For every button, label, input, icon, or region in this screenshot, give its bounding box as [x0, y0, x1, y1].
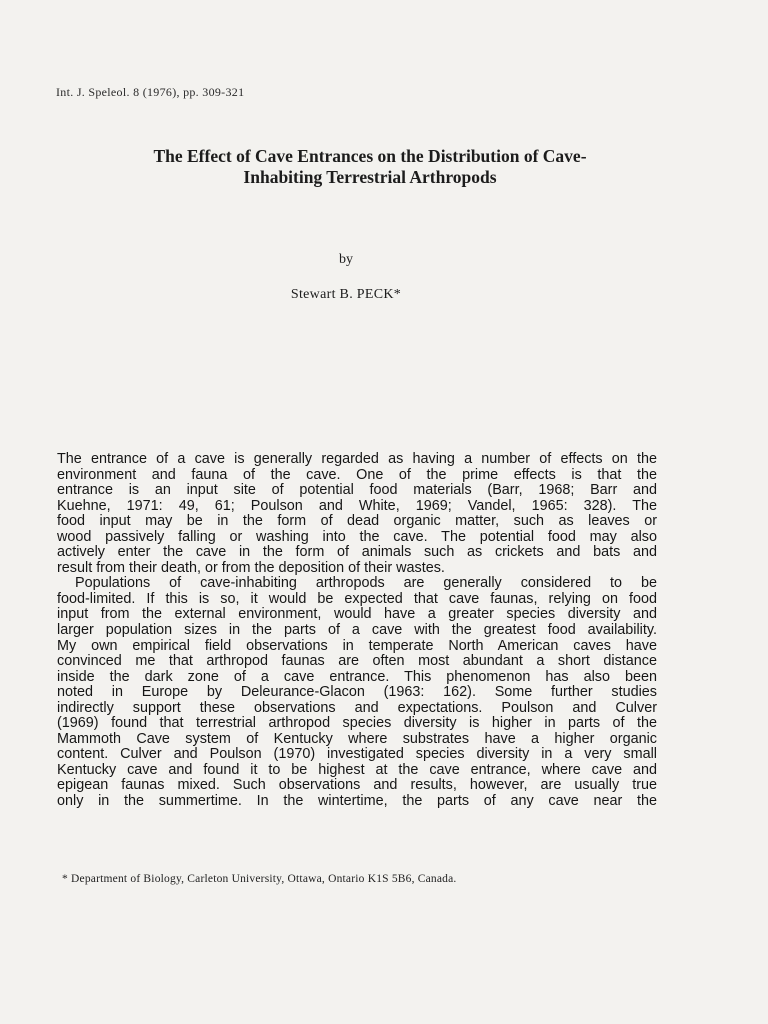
- body-line: (1969) found that terrestrial arthropod species diversity is higher in parts of the: [57, 715, 657, 732]
- article-title: [40, 146, 700, 188]
- body-line: The entrance of a cave is generally regarded as having a number of effects on the: [57, 451, 657, 467]
- body-line: indirectly support these observations and expectations. Poulson and Culver: [57, 699, 657, 716]
- body-line: Mammoth Cave system of Kentucky where substrates have a higher organic: [57, 730, 657, 747]
- body-line: environment and fauna of the cave. One of the prime effects is that the: [57, 466, 657, 483]
- body-line: input from the external environment, would have a greater species diversity and: [57, 606, 657, 623]
- article-title-line-1: The Effect of Cave Entrances on the Distribution of Cave-: [153, 146, 587, 166]
- article-title-line-2: Inhabiting Terrestrial Arthropods: [243, 167, 497, 187]
- body-line: result from their death, or from the deposition of their wastes.: [57, 559, 445, 576]
- body-line: only in the summertime. In the wintertime, the parts of any cave near the: [57, 793, 657, 810]
- body-line: entrance is an input site of potential food materials (Barr, 1968; Barr and: [57, 482, 657, 499]
- body-line: noted in Europe by Deleurance-Glacon (1963: 162). Some further studies: [57, 684, 657, 701]
- paragraph-1: [57, 452, 657, 576]
- body-line: convinced me that arthropod faunas are often most abundant a short distance: [57, 653, 657, 670]
- author-name: Stewart B. PECK*: [290, 287, 402, 302]
- body-line: content. Culver and Poulson (1970) investigated species diversity in a very small: [57, 746, 657, 763]
- body-line: food input may be in the form of dead organic matter, such as leaves or: [57, 513, 657, 530]
- body-line: Kuehne, 1971: 49, 61; Poulson and White, 1969; Vandel, 1965: 328). The: [57, 497, 657, 514]
- body-line: wood passively falling or washing into the cave. The potential food may also: [57, 528, 657, 545]
- body-line: actively enter the cave in the form of animals such as crickets and bats and: [57, 544, 657, 561]
- body-line: Populations of cave-inhabiting arthropods are generally considered to be: [75, 575, 657, 592]
- paragraph-2: [57, 576, 657, 809]
- body-line: My own empirical field observations in temperate North American caves have: [57, 637, 657, 654]
- article-body: [57, 452, 657, 810]
- byline: by: [339, 252, 353, 267]
- body-line: food-limited. If this is so, it would be expected that cave faunas, relying on food: [57, 590, 657, 607]
- body-line: larger population sizes in the parts of a cave with the greatest food availability.: [57, 622, 657, 639]
- body-line: epigean faunas mixed. Such observations and results, however, are usually true: [57, 777, 657, 794]
- author-affiliation-footnote: * Department of Biology, Carleton University, Ottawa, Ontario K1S 5B6, Canada.: [62, 873, 457, 885]
- body-line: Kentucky cave and found it to be highest at the cave entrance, where cave and: [57, 761, 657, 778]
- journal-citation: Int. J. Speleol. 8 (1976), pp. 309-321: [56, 85, 245, 99]
- body-line: inside the dark zone of a cave entrance. This phenomenon has also been: [57, 668, 657, 685]
